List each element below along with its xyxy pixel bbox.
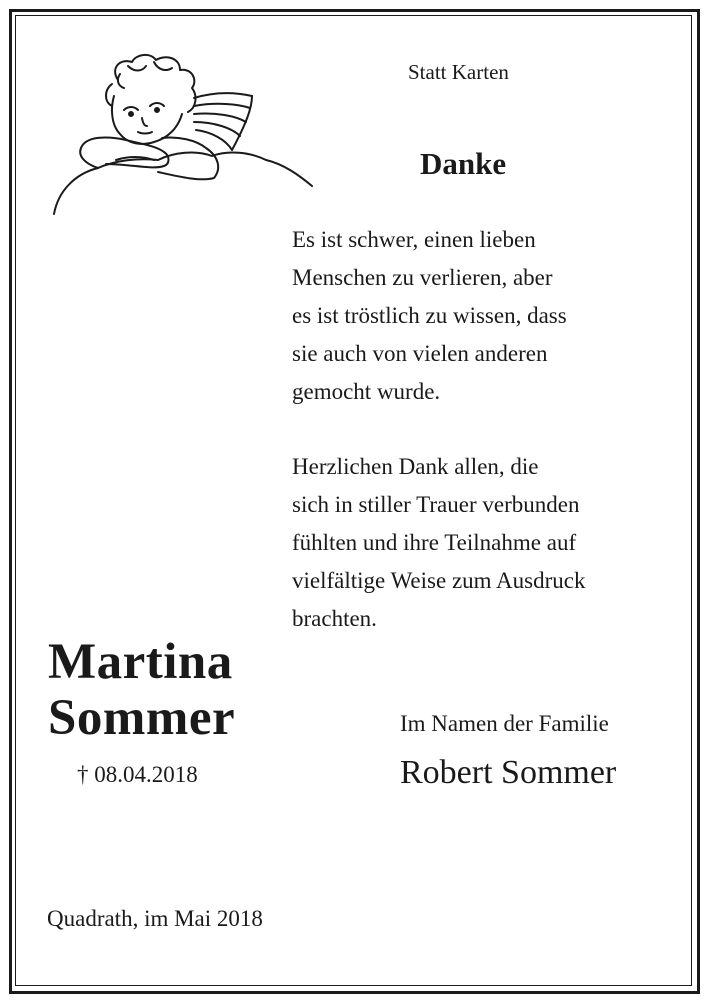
death-date: † 08.04.2018 (77, 762, 198, 787)
paragraph-line: fühlten und ihre Teilnahme auf (292, 530, 577, 555)
notice-title: Danke (420, 146, 507, 181)
paragraph-line: vielfältige Weise zum Ausdruck (292, 568, 586, 593)
deceased-name (48, 634, 235, 746)
notice-header: Statt Karten (408, 60, 509, 84)
thanks-paragraph-1 (292, 221, 567, 411)
paragraph-line: Menschen zu verlieren, aber (292, 265, 553, 290)
on-behalf-text: Im Namen der Familie (400, 711, 609, 736)
deceased-first-name: Martina (48, 634, 233, 690)
paragraph-line: sie auch von vielen anderen (292, 341, 548, 366)
place-date: Quadrath, im Mai 2018 (47, 906, 263, 931)
thanks-paragraph-2 (292, 448, 585, 638)
deceased-last-name: Sommer (48, 690, 236, 746)
paragraph-line: Herzlichen Dank allen, die (292, 454, 539, 479)
paragraph-line: sich in stiller Trauer verbunden (292, 492, 580, 517)
paragraph-line: Es ist schwer, einen lieben (292, 227, 536, 252)
signer-name: Robert Sommer (400, 754, 617, 791)
paragraph-line: gemocht wurde. (292, 379, 441, 404)
paragraph-line: es ist tröstlich zu wissen, dass (292, 303, 567, 328)
angel-illustration-icon (46, 52, 318, 218)
paragraph-line: brachten. (292, 606, 377, 631)
